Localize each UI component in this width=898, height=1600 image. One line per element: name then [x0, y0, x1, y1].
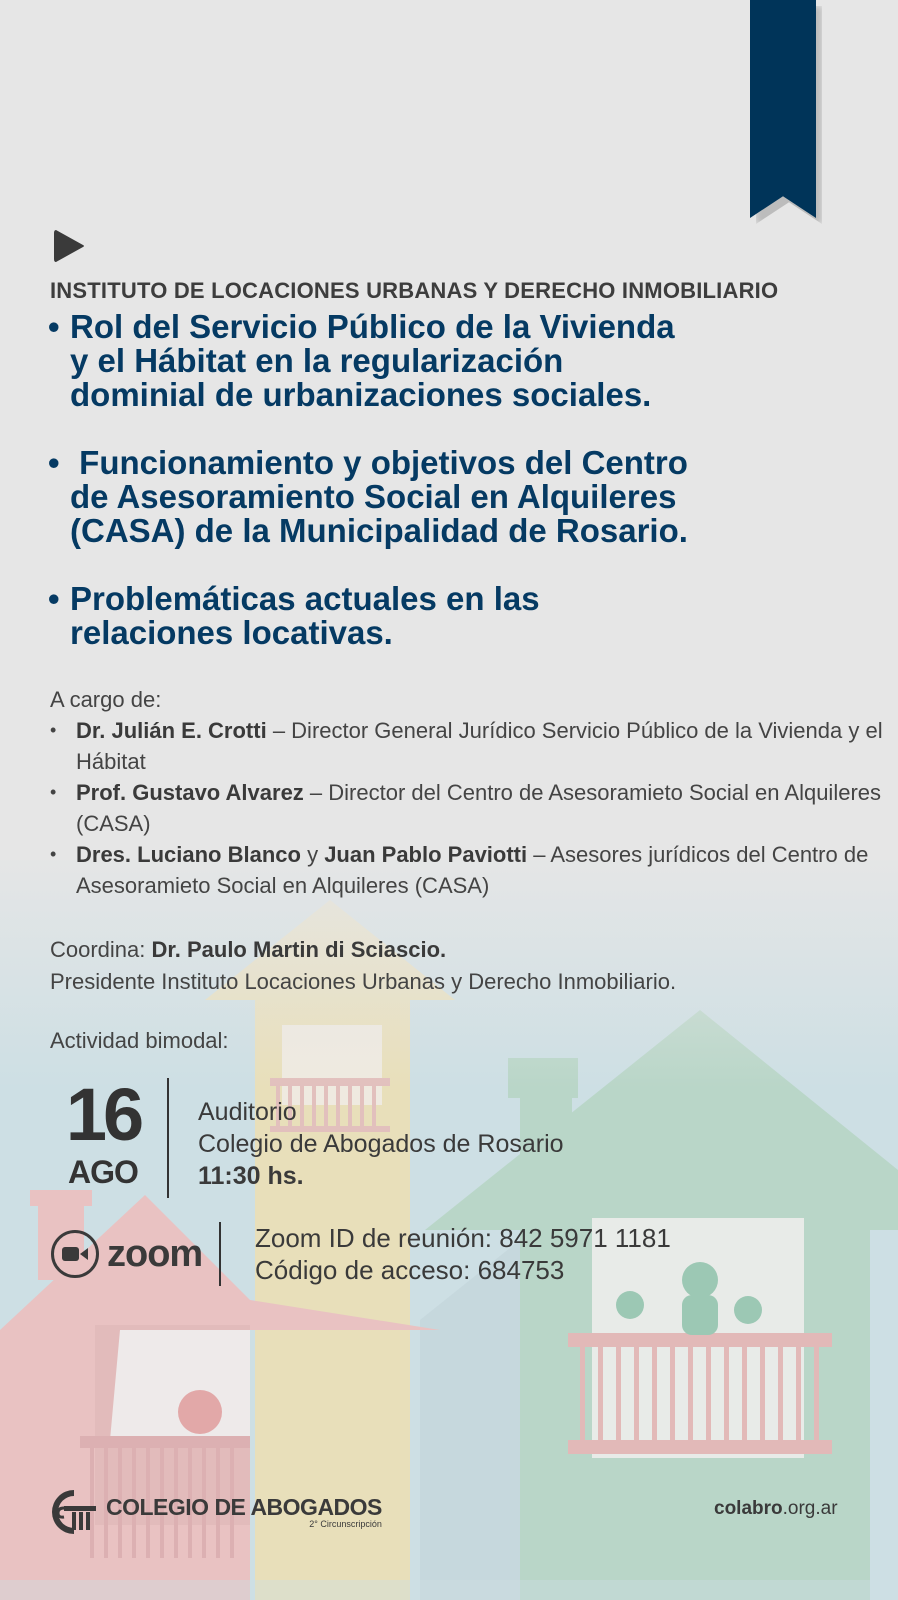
- event-date: [58, 1073, 148, 1192]
- topics-list: [48, 310, 848, 684]
- institute-title: INSTITUTO DE LOCACIONES URBANAS Y DERECHO INMOBILIARIO: [50, 278, 779, 303]
- bullet-icon: •: [50, 844, 57, 864]
- speaker-connector: y: [300, 842, 325, 867]
- speakers-section: [50, 684, 890, 901]
- topic-line: dominial de urbanizaciones sociales.: [70, 376, 652, 413]
- speakers-label: A cargo de:: [50, 687, 162, 712]
- speaker-role: – Asesores jurídicos del Centro de Asesoramieto Social en Alquileres (CASA): [76, 842, 869, 898]
- bullet-icon: •: [48, 308, 60, 345]
- zoom-logo: [51, 1230, 202, 1278]
- topic-item: [48, 310, 848, 412]
- topic-line: (CASA) de la Municipalidad de Rosario.: [70, 512, 688, 549]
- bullet-icon: •: [50, 720, 57, 740]
- org-subtitle: 2° Circunscripción: [309, 1519, 382, 1529]
- activity-mode: Actividad bimodal:: [50, 1028, 229, 1053]
- date-day: 16: [65, 1073, 141, 1156]
- topic-line: Funcionamiento y objetivos del Centro: [70, 444, 688, 481]
- colegio-logo: [50, 1488, 382, 1536]
- site-name: colabro: [714, 1498, 783, 1519]
- bullet-icon: •: [50, 782, 57, 802]
- topic-line: Rol del Servicio Público de la Vivienda: [70, 308, 675, 345]
- zoom-meeting-id: Zoom ID de reunión: 842 5971 1181: [255, 1223, 671, 1253]
- zoom-info: [255, 1222, 671, 1286]
- coordinator-label: Coordina:: [50, 937, 152, 962]
- speaker-name: Juan Pablo Paviotti: [324, 842, 528, 867]
- column-logo-icon: [50, 1488, 98, 1536]
- topic-line: de Asesoramiento Social en Alquileres: [70, 478, 677, 515]
- venue-info: [198, 1096, 564, 1192]
- venue-institution: Colegio de Abogados de Rosario: [198, 1130, 564, 1158]
- play-icon: [53, 228, 85, 264]
- speaker-item: [50, 839, 890, 901]
- topic-item: [48, 582, 848, 650]
- topic-line: Problemáticas actuales en las: [70, 580, 540, 617]
- bullet-icon: •: [48, 444, 60, 481]
- logo-text: [106, 1495, 382, 1529]
- date-month: AGO: [68, 1154, 138, 1190]
- site-domain: .org.ar: [782, 1498, 838, 1519]
- topic-line: relaciones locativas.: [70, 614, 393, 651]
- divider: [167, 1078, 169, 1198]
- zoom-passcode: Código de acceso: 684753: [255, 1255, 565, 1285]
- speaker-name: Prof. Gustavo Alvarez: [76, 780, 304, 805]
- website-link[interactable]: [714, 1498, 838, 1520]
- speaker-role: – Director General Jurídico Servicio Público de la Vivienda y el Hábitat: [76, 718, 883, 774]
- topic-line: y el Hábitat en la regularización: [70, 342, 564, 379]
- speaker-role: – Director del Centro de Asesoramieto Social en Alquileres (CASA): [76, 780, 882, 836]
- coordinator-name: Dr. Paulo Martin di Sciascio.: [151, 937, 447, 962]
- bullet-icon: •: [48, 580, 60, 617]
- coordinator-section: [50, 934, 676, 998]
- zoom-wordmark: zoom: [107, 1232, 203, 1275]
- venue-place: Auditorio: [198, 1098, 297, 1126]
- org-name: COLEGIO DE ABOGADOS: [106, 1494, 382, 1520]
- event-time: 11:30 hs.: [198, 1162, 304, 1190]
- speaker-name: Dr. Julián E. Crotti: [76, 718, 267, 743]
- speaker-item: [50, 715, 890, 777]
- speaker-item: [50, 777, 890, 839]
- video-camera-icon: [51, 1230, 99, 1278]
- divider: [219, 1222, 221, 1286]
- speakers-list: [50, 715, 890, 901]
- speaker-name: Dres. Luciano Blanco: [76, 842, 301, 867]
- coordinator-title: Presidente Instituto Locaciones Urbanas y Derecho Inmobiliario.: [50, 969, 677, 994]
- topic-item: [48, 446, 848, 548]
